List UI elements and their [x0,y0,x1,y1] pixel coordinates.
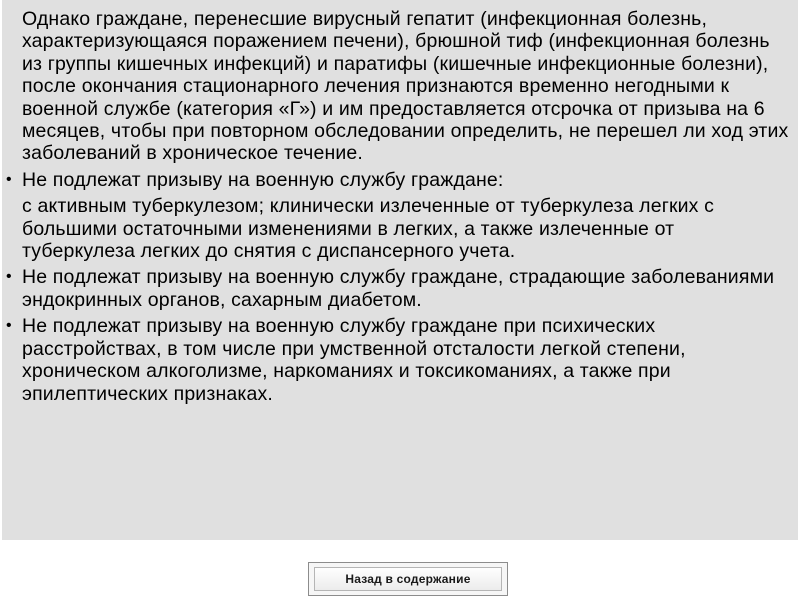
bullet-icon: • [6,268,12,286]
text-panel [2,0,798,540]
bullet-icon: • [6,317,12,335]
bullet-item-1-detail: с активным туберкулезом; клинически излеченные от туберкулеза легких с большими остаточными изменениями в легких, а также излеченные от туберкулеза легких до снятия с диспансерного учета. [22,195,715,263]
slide-content [6,8,790,405]
bullet-item-3-text: Не подлежат призыву на военную службу граждане при психических расстройствах, в том числе при умственной отсталости легкой степени, хроническом алкоголизме, наркоманиях и токсикоманиях, а также при эпилептических признаках. [22,315,686,405]
bullet-item-2-text: Не подлежат призыву на военную службу граждане, страдающие заболеваниями эндокринных органов, сахарным диабетом. [22,266,775,311]
bullet-item-1 [6,168,790,191]
bullet-item-2 [6,266,790,311]
intro-paragraph: Однако граждане, перенесшие вирусный гепатит (инфекционная болезнь, характеризующаяся поражением печени), брюшной тиф (инфекционная болезнь из группы кишечных инфекций) и паратифы (кишечные инфекционные болезни), после окончания стационарного лечения признаются временно негодными к военной службе (категория «Г») и им предоставляется отсрочка от призыва на 6 месяцев, чтобы при повторном обследовании определить, не перешел ли ход этих заболеваний в хроническое течение. [22,8,789,165]
bullet-item-1-text: Не подлежат призыву на военную службу граждане: [22,168,504,191]
back-to-contents-button[interactable] [308,562,508,596]
back-to-contents-label: Назад в содержание [314,567,502,591]
bullet-item-3 [6,315,790,405]
bullet-icon: • [6,170,12,188]
